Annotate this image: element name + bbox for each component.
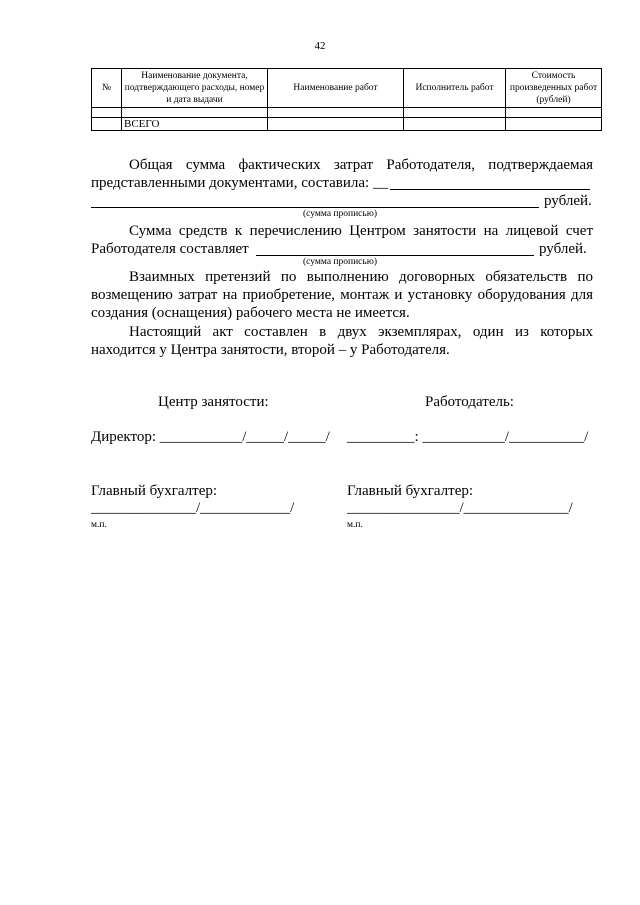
page-number: 42 [314,40,326,52]
para2-line1: Сумма средств к перечислению Центром занятости на лицевой счет [129,223,593,239]
para4-text: Настоящий акт составлен в двух экземплярах, один из которых находится у Центра занятости, второй – у Работодателя. [91,324,593,358]
table-header-row [92,69,602,108]
employer-director-signature-line: _________: ___________/__________/ [347,429,589,445]
total-label: ВСЕГО [122,118,268,131]
para1-currency: рублей. [544,193,592,209]
col-number-header: № [92,69,122,108]
right-stamp-place: м.п. [347,520,363,530]
para1-line2: представленными документами, составила: __ [91,175,388,191]
left-accountant-signature-line: ______________/____________/ [91,500,295,516]
para1-line1: Общая сумма фактических затрат Работодателя, подтверждаемая [129,157,593,173]
amount-blank-1 [390,189,590,190]
para3-text: Взаимных претензий по выполнению договорных обязательств по возмещению затрат на приобретение, монтаж и установку оборудования для создания (оснащения) рабочего места не имеется. [91,269,593,321]
table-total-row [92,118,602,131]
para2-line2: Работодателя составляет [91,241,249,257]
col-work-header: Наименование работ [268,69,404,108]
left-stamp-place: м.п. [91,520,107,530]
amount-blank-2 [256,255,534,256]
col-cost-header: Стоимость произведенных работ (рублей) [506,69,602,108]
para1-caption: (сумма прописью) [303,209,377,219]
table-row [92,108,602,118]
employment-center-header: Центр занятости: [158,394,269,410]
col-document-header: Наименование документа, подтверждающего расходы, номер и дата выдачи [122,69,268,108]
right-accountant-label: Главный бухгалтер: [347,483,474,499]
left-accountant-label: Главный бухгалтер: [91,483,218,499]
amount-words-blank-1 [91,207,539,208]
expense-table [91,68,602,131]
director-signature-line: Директор: ___________/_____/_____/ [91,429,330,445]
right-accountant-signature-line: _______________/______________/ [347,500,573,516]
para2-currency: рублей. [539,241,587,257]
employer-header: Работодатель: [425,394,514,410]
para2-caption: (сумма прописью) [303,257,377,267]
col-contractor-header: Исполнитель работ [404,69,506,108]
